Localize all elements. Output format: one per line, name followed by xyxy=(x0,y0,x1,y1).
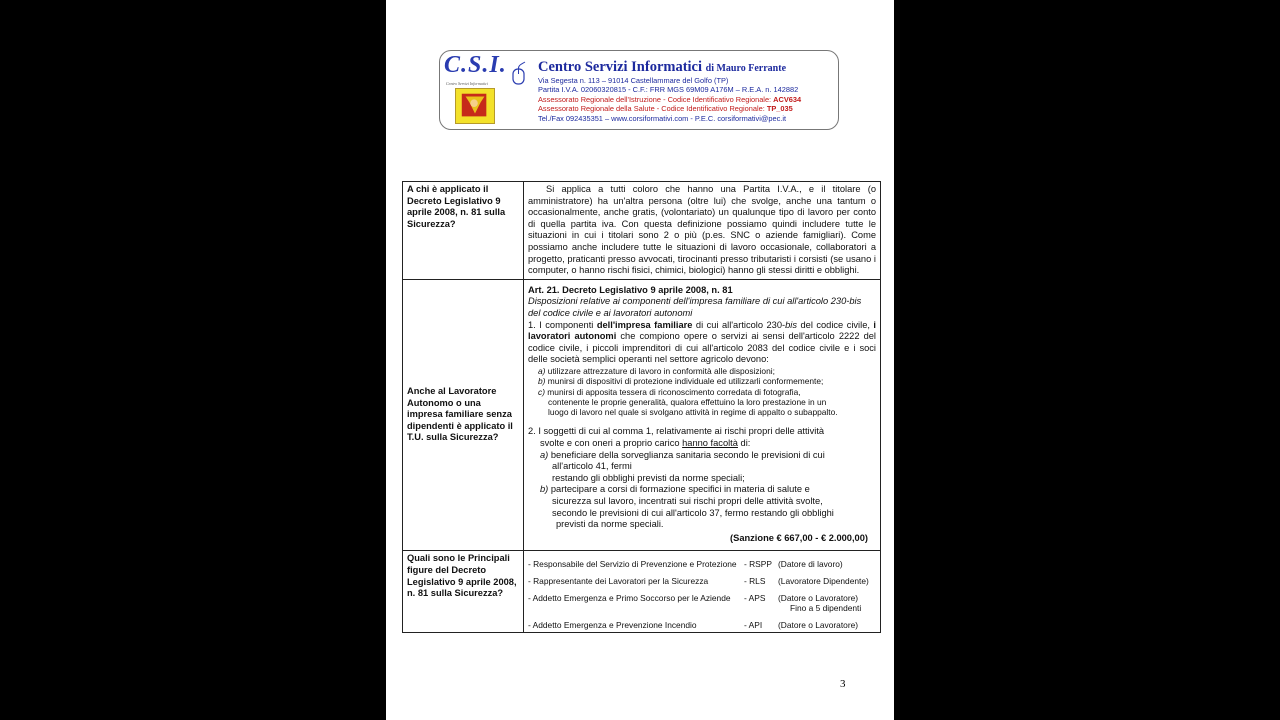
sicily-emblem-icon xyxy=(455,88,495,124)
article-subtitle: Disposizioni relative ai componenti dell'impresa familiare di cui all'articolo 230-bis del codice civile e ai lavoratori autonomi xyxy=(528,296,862,318)
mouse-icon xyxy=(508,60,528,86)
answer-cell: Si applica a tutti coloro che hanno una Partita I.V.A., e il titolare (o amministratore) ha un'altra persona (oltre lui) che svolge, anche una tantum o occasionalmente, anche gratis, (volontariato) un qualunque tipo di lavoro per conto di quella partita iva. Con questa definizione possiamo quindi includere tutte le situazioni in cui i titolari sono 2 o più (p.es. SNC o aziende famigliari). Come possiamo anche includere tutte le situazioni di lavoro occasionale, collaboratori a progetto, praticanti presso avvocati, tirocinanti presso tributaristi i corsisti (se usano i computer, o hanno rischi fisici, chimici, biologici) hanno gli stessi diritti e obblighi. xyxy=(524,182,881,280)
table-row xyxy=(403,279,881,551)
sanction-text: (Sanzione € 667,00 - € 2.000,00) xyxy=(730,532,868,543)
company-name: Centro Servizi Informatici di Mauro Ferrante xyxy=(538,59,787,75)
figure-row: - Responsabile del Servizio di Prevenzione e Protezione - RSPP (Datore di lavoro) xyxy=(528,559,843,570)
list-item: c) munirsi di apposita tessera di riconoscimento corredata di fotografia, xyxy=(538,386,801,397)
article-title: Art. 21. Decreto Legislativo 9 aprile 2008, n. 81 xyxy=(528,284,733,295)
figure-row: - Addetto Emergenza e Prevenzione Incendio - API (Datore o Lavoratore) xyxy=(528,620,859,631)
company-contacts: Tel./Fax 092435351 – www.corsiformativi.com - P.E.C. corsiformativi@pec.it xyxy=(538,114,787,123)
table-row xyxy=(403,551,881,633)
answer-cell xyxy=(524,551,881,633)
figure-note: Fino a 5 dipendenti xyxy=(790,603,862,614)
question-cell: A chi è applicato il Decreto Legislativo 9 aprile 2008, n. 81 sulla Sicurezza? xyxy=(403,182,524,280)
list-item: a) utilizzare attrezzature di lavoro in conformità alle disposizioni; xyxy=(538,365,775,376)
question-cell: Quali sono le Principali figure del Decreto Legislativo 9 aprile 2008, n. 81 sulla Sicurezza? xyxy=(403,551,524,633)
paragraph-1: 1. I componenti dell'impresa familiare di cui all'articolo 230-bis del codice civile, i lavoratori autonomi che compiono opere o servizi ai sensi dell'articolo 2222 del codice civile, i piccoli imprenditori di cui all'articolo 2083 del codice civile e i soci delle società semplici operanti nel settore agricolo devono: xyxy=(528,319,877,365)
paragraph-2: 2. I soggetti di cui al comma 1, relativamente ai rischi propri delle attività svolte e con oneri a proprio carico hanno facoltà di: a) beneficiare della sorveglianza sanitaria secondo le previsioni di cui all'articolo 41, fermi restando gli obblighi previsti da norme speciali; b) partecipare a corsi di formazione specifici in materia di salute e sicurezza sul lavoro, incentrati sui rischi propri delle attività svolte, secondo le previsioni di cui all'articolo 37, fermo restando gli obblighi previsti da norme speciali. xyxy=(528,426,876,530)
question-cell: Anche al Lavoratore Autonomo o una impresa familiare senza dipendenti è applicato il T.U. sulla Sicurezza? xyxy=(403,279,524,551)
figure-row: - Addetto Emergenza e Primo Soccorso per le Aziende - APS (Datore o Lavoratore) xyxy=(528,593,859,604)
company-address: Via Segesta n. 113 – 91014 Castellammare del Golfo (TP) xyxy=(538,76,729,85)
faq-table xyxy=(402,181,881,633)
figure-row: - Rappresentante dei Lavoratori per la Sicurezza - RLS (Lavoratore Dipendente) xyxy=(528,576,869,587)
page-number: 3 xyxy=(840,678,846,690)
accreditation-istruzione: Assessorato Regionale dell'Istruzione - Codice Identificativo Regionale: ACV634 xyxy=(538,95,802,104)
letterhead xyxy=(439,50,839,130)
list-item: a) beneficiare della sorveglianza sanitaria secondo le previsioni di cui xyxy=(540,449,825,460)
company-tax-ids: Partita I.V.A. 02060320815 - C.F.: FRR MGS 69M09 A176M – R.E.A. n. 142882 xyxy=(538,85,799,94)
obligations-list: a) utilizzare attrezzature di lavoro in conformità alle disposizioni; b) munirsi di dispositivi di protezione individuale ed utilizzarli conformemente; c) munirsi di apposita tessera di riconoscimento corredata di fotografia, contenente le proprie generalità, qualora effettuino la loro prestazione in un luogo di lavoro nel quale si svolgano attività in regime di appalto o subappalto. xyxy=(528,366,876,417)
document-page xyxy=(386,0,894,720)
accreditation-salute: Assessorato Regionale della Salute - Codice Identificativo Regionale: TP_035 xyxy=(538,104,793,113)
list-item: b) partecipare a corsi di formazione specifici in materia di salute e xyxy=(540,484,810,495)
answer-cell xyxy=(524,279,881,551)
csi-logo: C.S.I. Centro Servizi Informatici xyxy=(444,54,530,88)
list-item: b) munirsi di dispositivi di protezione individuale ed utilizzarli conformemente; xyxy=(538,376,824,387)
table-row xyxy=(403,182,881,280)
